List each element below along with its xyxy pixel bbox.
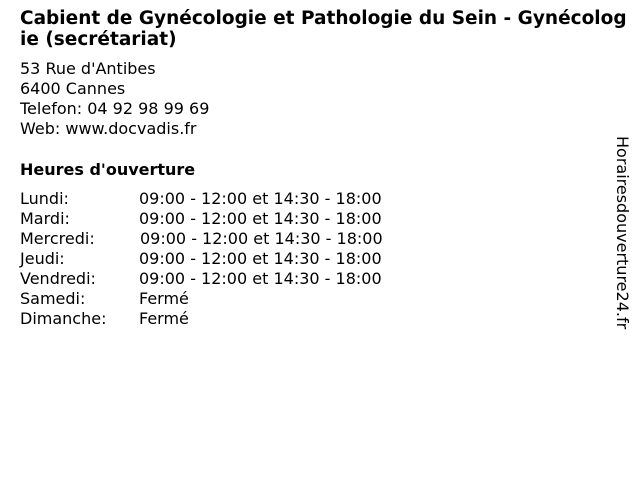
hours-row-saturday — [20, 289, 632, 309]
web-line: Web: www.docvadis.fr — [20, 119, 197, 138]
time-value: 09:00 - 12:00 et 14:30 - 18:00 — [139, 269, 382, 288]
hours-row-tuesday — [20, 209, 632, 229]
day-label: Samedi: — [20, 289, 86, 308]
business-card — [20, 8, 632, 329]
day-label: Mercredi: — [20, 229, 95, 248]
business-name: Cabient de Gynécologie et Pathologie du Sein - Gynécologie (secrétariat) — [20, 8, 627, 50]
hours-row-sunday — [20, 309, 632, 329]
opening-hours-heading: Heures d'ouverture — [20, 160, 196, 179]
day-label: Vendredi: — [20, 269, 96, 288]
street-address: 53 Rue d'Antibes — [20, 59, 156, 78]
time-value: Fermé — [139, 309, 189, 328]
opening-hours-table — [20, 189, 632, 329]
hours-row-thursday — [20, 249, 632, 269]
hours-row-wednesday — [20, 229, 632, 249]
hours-row-monday — [20, 189, 632, 209]
day-label: Jeudi: — [20, 249, 65, 268]
city-line: 6400 Cannes — [20, 79, 126, 98]
hours-row-friday — [20, 269, 632, 289]
time-value: 09:00 - 12:00 et 14:30 - 18:00 — [139, 209, 382, 228]
time-value: 09:00 - 12:00 et 14:30 - 18:00 — [140, 229, 383, 248]
phone-line: Telefon: 04 92 98 99 69 — [20, 99, 210, 118]
site-watermark: Horairesdouverture24.fr — [613, 136, 632, 330]
day-label: Dimanche: — [20, 309, 107, 328]
contact-block — [20, 59, 632, 139]
time-value: 09:00 - 12:00 et 14:30 - 18:00 — [139, 189, 382, 208]
day-label: Lundi: — [20, 189, 69, 208]
day-label: Mardi: — [20, 209, 70, 228]
time-value: 09:00 - 12:00 et 14:30 - 18:00 — [139, 249, 382, 268]
time-value: Fermé — [139, 289, 189, 308]
